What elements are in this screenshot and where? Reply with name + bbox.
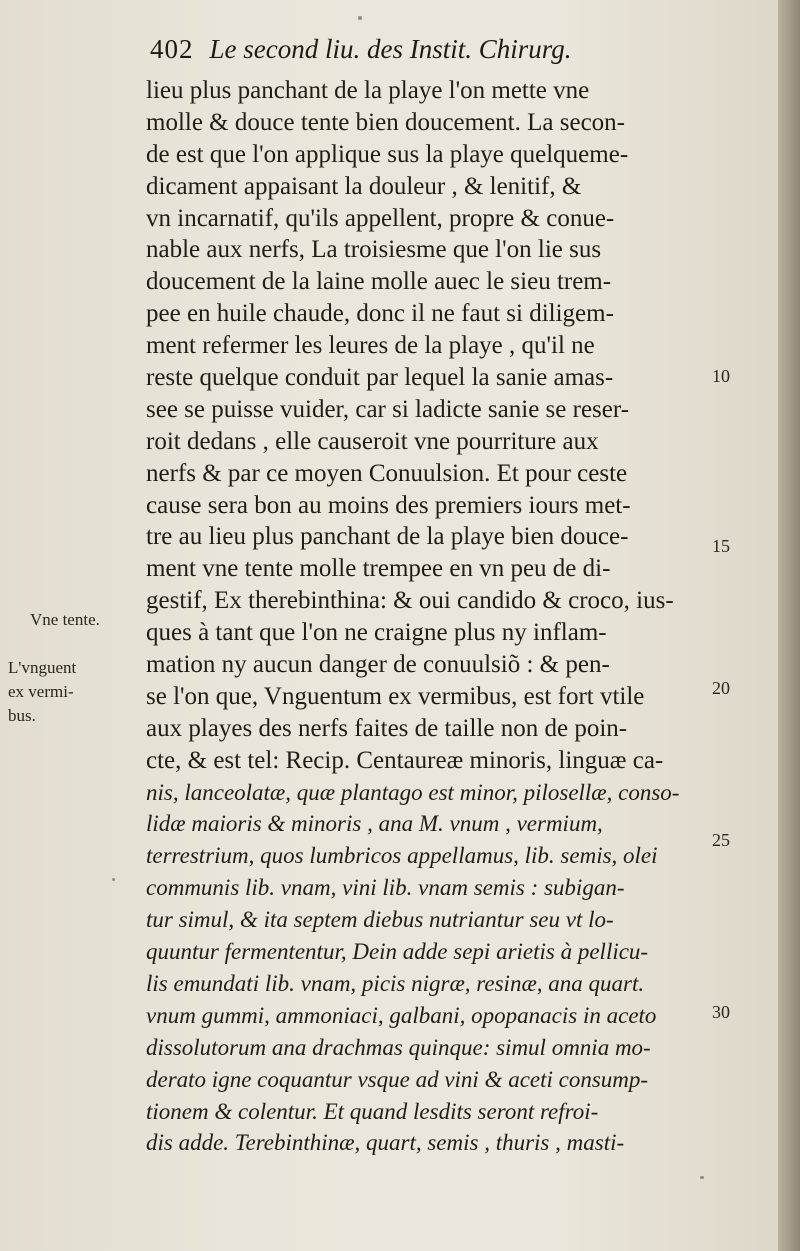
text-line: nis, lanceolatæ, quæ plantago est minor, pilosellæ, conso- <box>146 779 680 805</box>
text-line: doucement de la laine molle auec le sieu trem- <box>146 268 612 296</box>
book-spine-shadow <box>778 0 800 1251</box>
body-text <box>146 75 716 1159</box>
text-line: aux playes des nerfs faites de taille non de poin- <box>146 714 628 742</box>
text-line: mation ny aucun danger de conuulsiõ : & pen- <box>146 651 610 679</box>
text-line: nerfs & par ce moyen Conuulsion. Et pour ceste <box>146 459 628 487</box>
text-line: ment refermer les leures de la playe , qu'il ne <box>146 332 595 360</box>
line-number-25: 25 <box>712 830 730 850</box>
text-line: terrestrium, quos lumbricos appellamus, lib. semis, olei <box>146 843 658 869</box>
text-line: tur simul, & ita septem diebus nutriantur seu vt lo- <box>146 907 614 933</box>
text-line: see se puisse vuider, car si ladicte sanie se reser- <box>146 395 630 423</box>
line-number-30: 30 <box>712 1002 730 1022</box>
text-line: nable aux nerfs, La troisiesme que l'on lie sus <box>146 236 602 264</box>
text-line: dissolutorum ana drachmas quinque: simul omnia mo- <box>146 1034 651 1060</box>
line-number-10: 10 <box>712 366 730 386</box>
text-line: cause sera bon au moins des premiers iours met- <box>146 491 631 519</box>
text-line: tre au lieu plus panchant de la playe bien douce- <box>146 523 629 551</box>
text-line: vnum gummi, ammoniaci, galbani, opopanacis in aceto <box>146 1002 657 1028</box>
text-line: quuntur fermententur, Dein adde sepi arietis à pellicu- <box>146 939 649 965</box>
text-line: derato igne coquantur vsque ad vini & aceti consump- <box>146 1066 649 1092</box>
text-line: dicament appaisant la douleur , & lenitif, & <box>146 172 582 200</box>
text-line: se l'on que, Vnguentum ex vermibus, est fort vtile <box>146 682 645 710</box>
text-line: dis adde. Terebinthinæ, quart, semis , thuris , masti- <box>146 1130 625 1156</box>
line-number-20: 20 <box>712 678 730 698</box>
text-line: ques à tant que l'on ne craigne plus ny inflam- <box>146 619 607 647</box>
page-number: 402 <box>150 34 194 64</box>
text-line: cte, & est tel: Recip. Centaureæ minoris, linguæ ca- <box>146 746 664 774</box>
text-line: pee en huile chaude, donc il ne faut si diligem- <box>146 300 614 328</box>
text-line: lis emundati lib. vnam, picis nigræ, resinæ, ana quart. <box>146 970 645 996</box>
text-line: reste quelque conduit par lequel la sanie amas- <box>146 364 614 392</box>
text-line: de est que l'on applique sus la playe quelqueme- <box>146 140 629 168</box>
text-line: lidæ maioris & minoris , ana M. vnum , vermium, <box>146 811 603 837</box>
line-number-15: 15 <box>712 536 730 556</box>
ink-speck <box>112 878 115 881</box>
margin-note-vne-tente: Vne tente. <box>30 610 100 629</box>
text-line: lieu plus panchant de la playe l'on mette vne <box>146 77 590 104</box>
running-head <box>150 34 710 74</box>
running-title: Le second liu. des Instit. Chirurg. <box>209 34 572 64</box>
text-line: vn incarnatif, qu'ils appellent, propre & conue- <box>146 204 615 232</box>
text-line: ment vne tente molle trempee en vn peu de di- <box>146 555 611 583</box>
ink-speck <box>358 16 362 20</box>
text-line: molle & douce tente bien doucement. La secon- <box>146 108 625 136</box>
margin-note-vnguent: L'vnguent ex vermi- bus. <box>8 658 77 725</box>
text-line: gestif, Ex therebinthina: & oui candido & croco, ius- <box>146 587 674 615</box>
text-line: roit dedans , elle causeroit vne pourriture aux <box>146 427 599 455</box>
text-line: tionem & colentur. Et quand lesdits seront refroi- <box>146 1098 599 1124</box>
ink-speck <box>700 1176 704 1179</box>
text-line: communis lib. vnam, vini lib. vnam semis : subigan- <box>146 875 625 901</box>
